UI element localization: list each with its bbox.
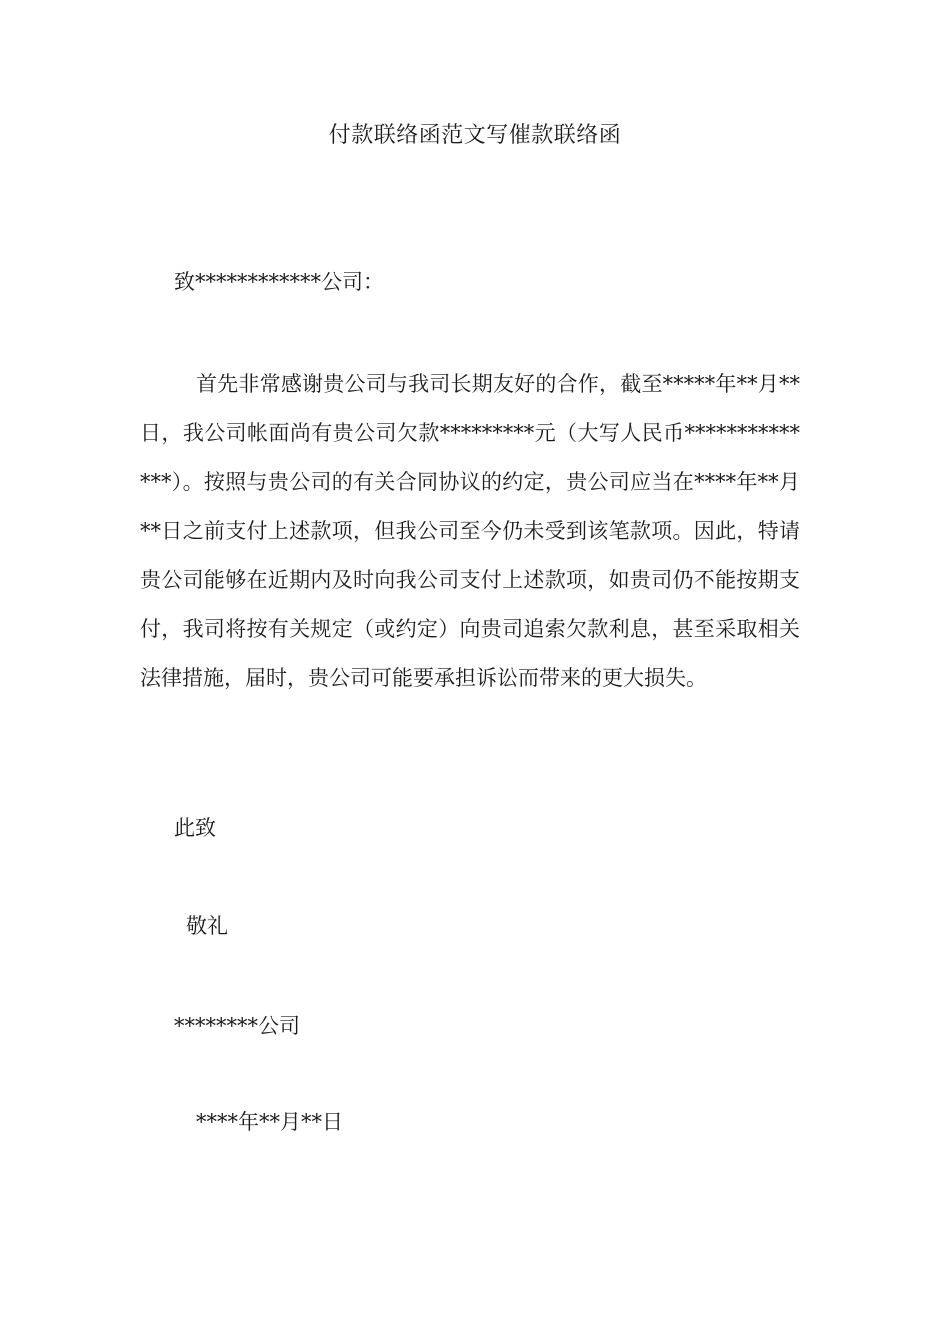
document-title: 付款联络函范文写催款联络函 xyxy=(328,123,622,148)
body-paragraph: 首先非常感谢贵公司与我司长期友好的合作，截至*****年**月**日，我公司帐面尚有贵公司欠款*********元（大写人民币**************）。按照与贵公司的有关合同协议的约定，贵公司应当在****年**月**日之前支付上述款项，但我公司至今仍未受到该笔款项。因此，特请贵公司能够在近期内及时向我公司支付上述款项，如贵司仍不能按期支付，我司将按有关规定（或约定）向贵司追索欠款利息，甚至采取相关法律措施，届时，贵公司可能要承担诉讼而带来的更大损失。 xyxy=(140,372,800,690)
closing-salutation: 此致 xyxy=(174,816,216,840)
recipient-line: 致************公司： xyxy=(174,270,384,294)
letter-date: ****年**月**日 xyxy=(196,1110,343,1134)
sender-company: ********公司 xyxy=(174,1014,300,1038)
closing-regards: 敬礼 xyxy=(186,914,228,938)
